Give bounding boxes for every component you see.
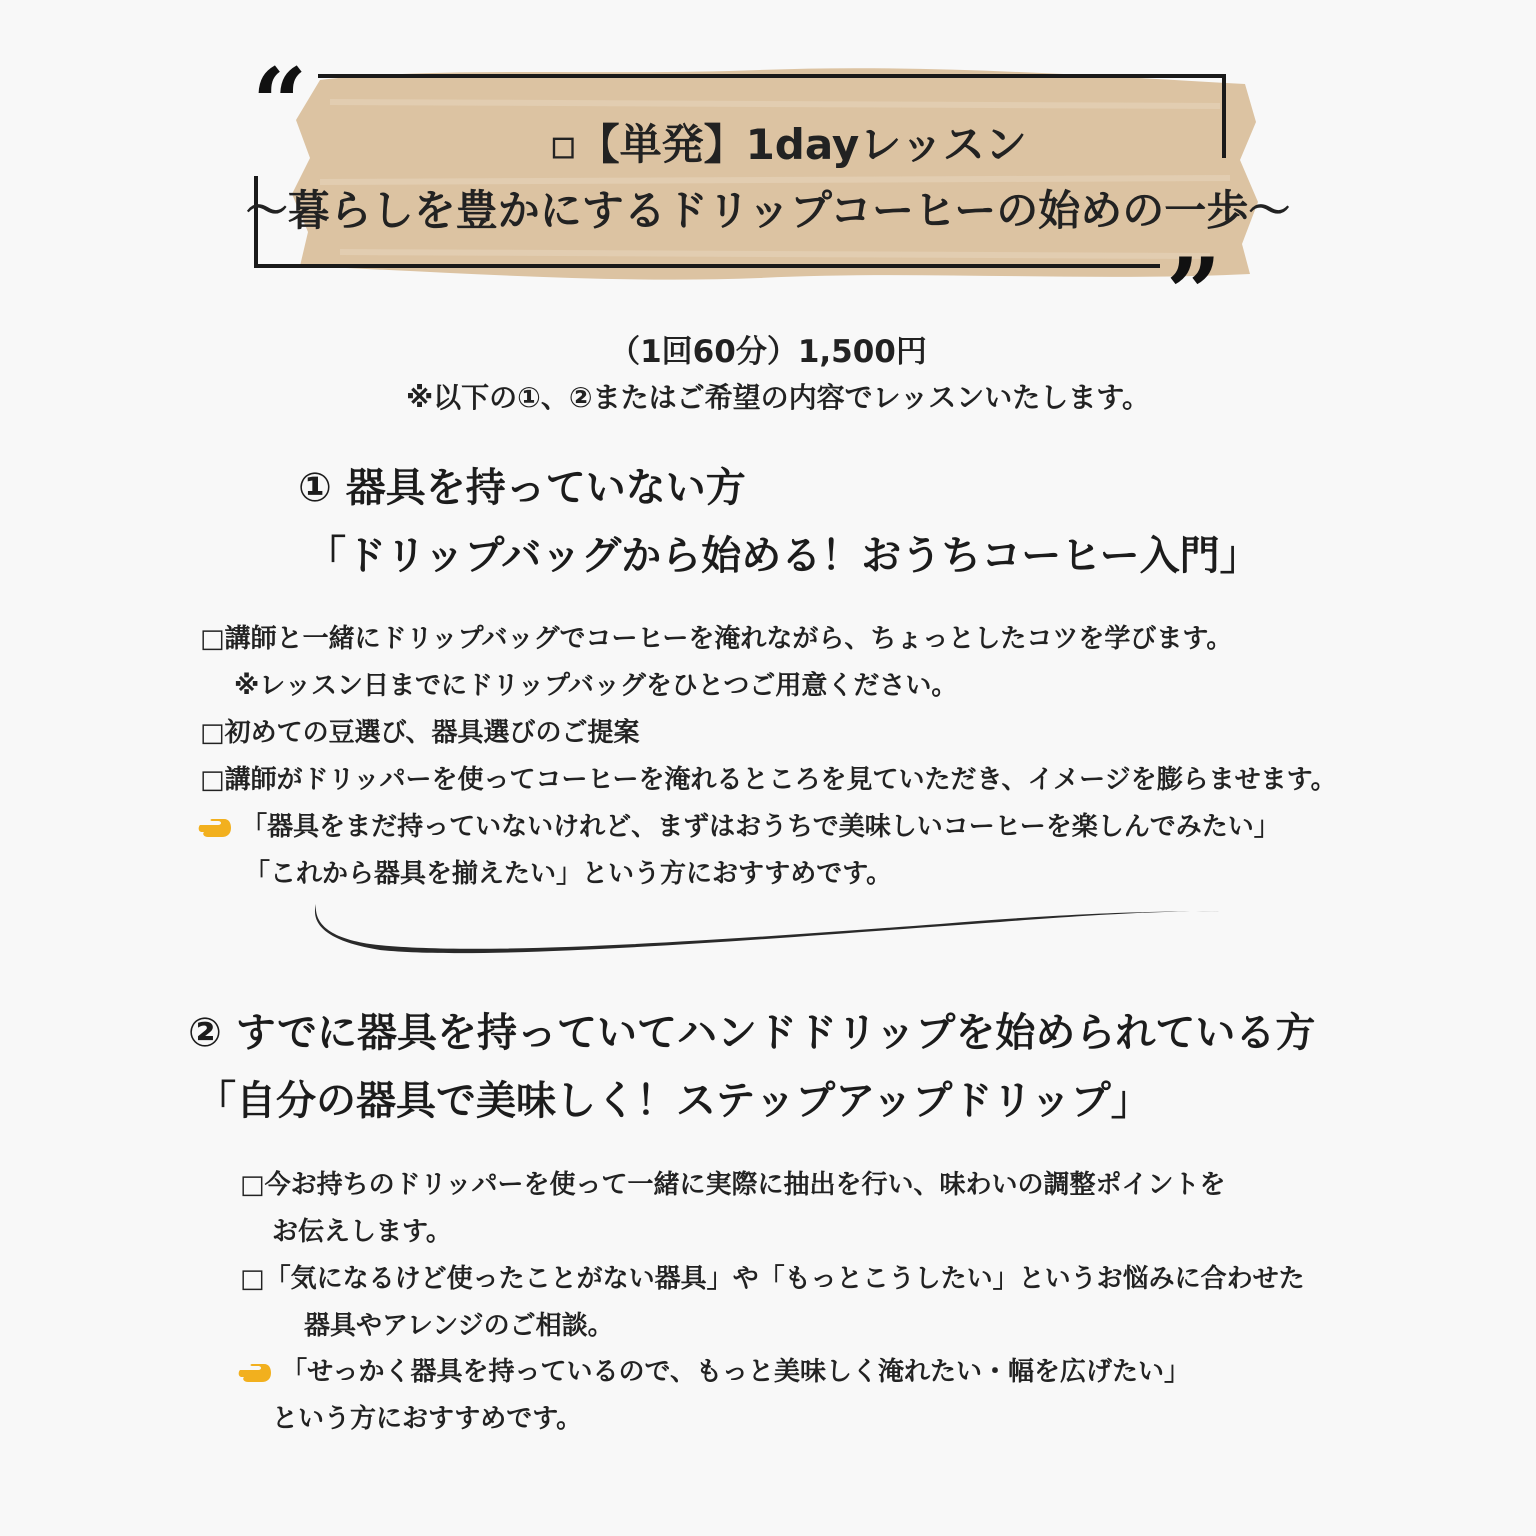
close-quote-mark: ” bbox=[1166, 237, 1222, 350]
section1-recommend-text: 「器具をまだ持っていないけれど、まずはおうちで美味しいコーヒーを楽しんでみたい」 bbox=[241, 812, 1280, 842]
lesson-note: ※以下の①、②またはご希望の内容でレッスンいたします。 bbox=[405, 381, 1151, 414]
section1-item-2: □初めての豆選び、器具選びのご提案 bbox=[200, 718, 640, 748]
section2-recommend bbox=[238, 1351, 1190, 1388]
section1-subheading: 「ドリップバッグから始める！おうちコーヒー入門」 bbox=[306, 533, 1260, 579]
section1-item-1: □講師と一緒にドリップバッグでコーヒーを淹れながら、ちょっとしたコツを学びます。 bbox=[200, 624, 1233, 654]
header-frame-bottom bbox=[254, 264, 1160, 268]
section1-item-note: ※レッスン日までにドリップバッグをひとつご用意ください。 bbox=[234, 671, 958, 701]
section1-recommend-line2: 「これから器具を揃えたい」という方におすすめです。 bbox=[244, 859, 893, 889]
pointing-hand-icon bbox=[238, 1362, 272, 1384]
section2-item-1-cont: お伝えします。 bbox=[272, 1217, 452, 1247]
section1-heading: ① 器具を持っていない方 bbox=[298, 465, 746, 511]
brush-divider bbox=[300, 896, 1240, 966]
price-text: （1回60分）1,500円 bbox=[609, 334, 927, 370]
page-subtitle: 〜暮らしを豊かにするドリップコーヒーの始めの一歩〜 bbox=[245, 186, 1291, 235]
section2-item-2-cont: 器具やアレンジのご相談。 bbox=[304, 1311, 614, 1341]
open-quote-mark: “ bbox=[252, 47, 308, 160]
section1-recommend bbox=[198, 806, 1280, 843]
section1-item-3: □講師がドリッパーを使ってコーヒーを淹れるところを見ていただき、イメージを膨らませます。 bbox=[200, 765, 1337, 795]
section2-recommend-text: 「せっかく器具を持っているので、もっと美味しく淹れたい・幅を広げたい」 bbox=[281, 1357, 1191, 1387]
section2-heading: ② すでに器具を持っていてハンドドリップを始められている方 bbox=[188, 1010, 1316, 1056]
page-title: ▫【単発】1dayレッスン bbox=[549, 120, 1027, 169]
header-frame-top bbox=[318, 74, 1226, 78]
section2-item-2: □「気になるけど使ったことがない器具」や「もっとこうしたい」というお悩みに合わせた bbox=[240, 1264, 1305, 1294]
header-brush-background bbox=[290, 62, 1260, 284]
section2-item-1: □今お持ちのドリッパーを使って一緒に実際に抽出を行い、味わいの調整ポイントを bbox=[240, 1170, 1226, 1200]
section2-recommend-line2: という方におすすめです。 bbox=[272, 1404, 583, 1434]
pointing-hand-icon bbox=[198, 817, 232, 839]
section2-subheading: 「自分の器具で美味しく！ステップアップドリップ」 bbox=[196, 1078, 1151, 1124]
